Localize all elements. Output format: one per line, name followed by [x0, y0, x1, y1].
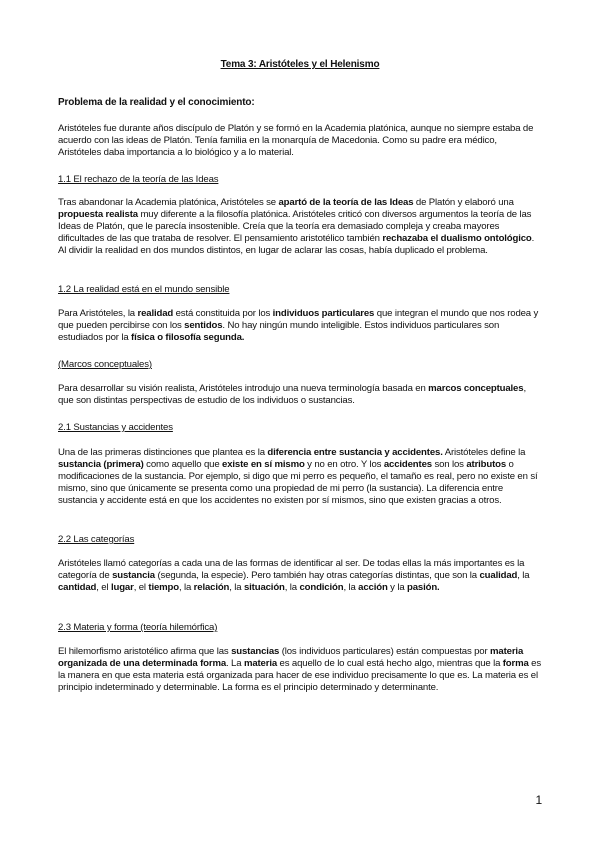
document-page — [58, 0, 542, 848]
section-2-3-heading: 2.3 Materia y forma (teoría hilemórfica) — [58, 622, 218, 633]
section-2-1-paragraph: Una de las primeras distinciones que plantea es la diferencia entre sustancia y accidentes. Aristóteles define la sustancia (primera) como aquello que existe en sí mismo y no en otro. Y los accidentes son los atributos o modificaciones de la sustancia. Por ejemplo, si digo que mi perro es pequeño, el tamaño es real, pero no existe en sí mismo, sino que únicamente se presenta como una propiedad de mi perro (la sustancia). La diferencia entre sustancia y accidente está en que los accidentes no existen por sí mismos, sino que existen gracias a otros. — [58, 447, 538, 506]
marcos-heading: (Marcos conceptuales) — [58, 359, 152, 370]
page-number: 1 — [535, 793, 542, 807]
document-title: Tema 3: Aristóteles y el Helenismo — [220, 59, 380, 70]
section-1-2-heading: 1.2 La realidad está en el mundo sensible — [58, 284, 230, 295]
section-1-1-paragraph: Tras abandonar la Academia platónica, Aristóteles se apartó de la teoría de las Ideas de Platón y elaboró una propuesta realista muy diferente a la filosofía platónica. Aristóteles criticó con diversos argumentos la teoría de las Ideas de Platón, que le parecía insostenible. Creía que la teoría era demasiado compleja y creaba mayores dificultades de las que trataba de resolver. El pensamiento aristotélico también rechazaba el dualismo ontológico. Al dividir la realidad en dos mundos distintos, en lugar de aclarar las cosas, había duplicado el problema. — [58, 197, 535, 256]
section-2-3-paragraph: El hilemorfismo aristotélico afirma que las sustancias (los individuos particulares) están compuestas por materia organizada de una determinada forma. La materia es aquello de lo cual está hecho algo, mientras que la forma es la manera en que esta materia está organizada para hacer de ese individuo precisamente lo que es. La materia es el principio indeterminado y determinable. La forma es el principio determinado y determinante. — [58, 646, 542, 693]
section-2-1-heading: 2.1 Sustancias y accidentes — [58, 422, 173, 433]
section-1-1-heading: 1.1 El rechazo de la teoría de las Ideas — [58, 174, 219, 185]
section-2-2-heading: 2.2 Las categorías — [58, 534, 135, 545]
section-1-2-paragraph: Para Aristóteles, la realidad está constituida por los individuos particulares que integran el mundo que nos rodea y que pueden percibirse con los sentidos. No hay ningún mundo inteligible. Estos individuos particulares son estudiados por la física o filosofía segunda. — [58, 308, 539, 343]
problem-heading: Problema de la realidad y el conocimiento: — [58, 97, 255, 108]
section-2-2-paragraph: Aristóteles llamó categorías a cada una de las formas de identificar al ser. De todas ellas la más importantes es la categoría de sustancia (segunda, la especie). Pero también hay otras categorías distintas, que son la cualidad, la cantidad, el lugar, el tiempo, la relación, la situación, la condición, la acción y la pasión. — [58, 558, 530, 593]
intro-paragraph: Aristóteles fue durante años discípulo de Platón y se formó en la Academia platónica, aunque no siempre estaba de acuerdo con las ideas de Platón. Tenía familia en la monarquía de Macedonia. Como su padre era médico, Aristóteles daba importancia a lo biológico y a lo material. — [58, 123, 534, 158]
marcos-paragraph: Para desarrollar su visión realista, Aristóteles introdujo una nueva terminología basada en marcos conceptuales, que son distintas perspectivas de estudio de los individuos o sustancias. — [58, 383, 526, 406]
